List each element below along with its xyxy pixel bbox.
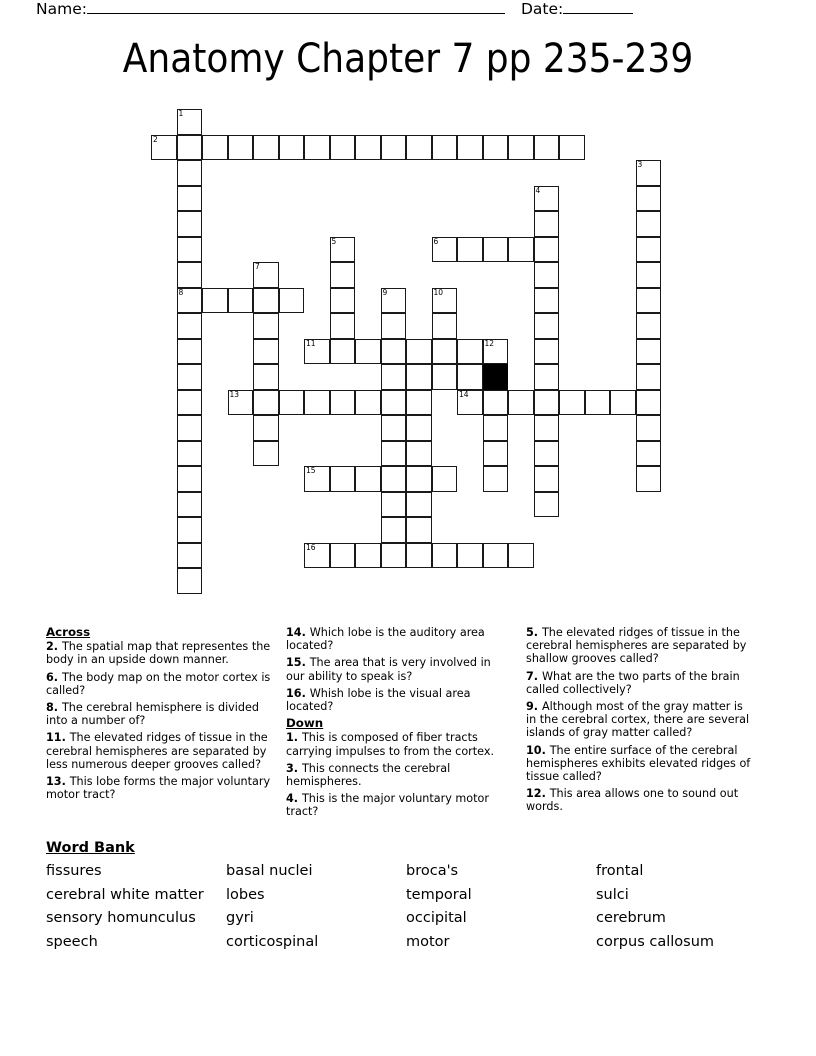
grid-cell[interactable] [457, 237, 483, 263]
clue-down-3 [286, 762, 512, 788]
grid-cell-number: 8 [178, 287, 184, 297]
grid-cell[interactable] [381, 466, 407, 492]
across-heading: Across [46, 625, 91, 639]
word-bank-word: occipital [406, 910, 467, 926]
grid-cell[interactable] [406, 441, 432, 467]
word-bank [46, 840, 770, 950]
grid-cell[interactable] [177, 262, 203, 288]
grid-cell[interactable] [508, 135, 534, 161]
word-bank-word: basal nuclei [226, 863, 313, 879]
clue-number: 2. [46, 640, 62, 654]
grid-cell[interactable] [610, 390, 636, 416]
grid-cell[interactable] [304, 390, 330, 416]
clue-number: 12. [526, 787, 550, 801]
grid-cell[interactable] [381, 415, 407, 441]
grid-cell[interactable] [177, 313, 203, 339]
grid-cell[interactable] [330, 339, 356, 365]
grid-cell[interactable] [483, 466, 509, 492]
grid-cell[interactable] [381, 288, 407, 314]
clue-number: 16. [286, 686, 310, 700]
clue-text: Whish lobe is the visual area located? [286, 686, 471, 714]
grid-cell[interactable] [381, 543, 407, 569]
grid-cell[interactable] [355, 135, 381, 161]
grid-cell[interactable] [253, 415, 279, 441]
grid-cell[interactable] [330, 237, 356, 263]
grid-cell[interactable] [636, 441, 662, 467]
clue-text: What are the two parts of the brain called collectively? [526, 669, 740, 696]
grid-cell[interactable] [534, 415, 560, 441]
grid-cell-number: 7 [255, 262, 260, 271]
grid-cell[interactable] [534, 237, 560, 263]
grid-cell[interactable] [253, 135, 279, 161]
grid-cell[interactable] [534, 211, 560, 237]
clue-across-14 [286, 626, 512, 652]
grid-cell[interactable] [508, 237, 534, 263]
grid-cell[interactable] [177, 135, 203, 161]
grid-cell[interactable] [177, 237, 203, 263]
clue-number: 3. [286, 761, 302, 775]
grid-cell[interactable] [381, 441, 407, 467]
grid-cell[interactable] [432, 339, 458, 365]
clue-number: 5. [526, 626, 542, 639]
grid-cell[interactable] [330, 313, 356, 339]
grid-cell[interactable] [636, 466, 662, 492]
grid-cell[interactable] [483, 237, 509, 263]
grid-cell[interactable] [534, 135, 560, 161]
clue-text: This lobe forms the major voluntary motor tract? [46, 775, 271, 802]
clue-number: 8. [46, 701, 62, 715]
clue-column-3 [526, 626, 766, 826]
grid-cell[interactable] [636, 339, 662, 365]
grid-cell[interactable] [636, 390, 662, 416]
clue-number: 11. [46, 731, 70, 745]
clue-text: This connects the cerebral hemispheres. [286, 761, 451, 789]
word-bank-word: gyri [226, 910, 254, 926]
grid-cell[interactable] [177, 415, 203, 441]
grid-cell[interactable] [177, 109, 203, 135]
grid-cell-number: 6 [433, 236, 439, 246]
name-label: Name: [36, 0, 87, 18]
grid-cell[interactable] [253, 390, 279, 416]
word-bank-word: sensory homunculus [46, 910, 196, 926]
word-bank-word: lobes [226, 886, 265, 903]
grid-cell[interactable] [636, 415, 662, 441]
grid-cell[interactable] [177, 364, 203, 390]
grid-cell[interactable] [534, 186, 560, 212]
grid-cell[interactable] [177, 517, 203, 543]
grid-cell[interactable] [304, 339, 330, 365]
word-bank-word: frontal [596, 863, 644, 879]
grid-cell[interactable] [636, 288, 662, 314]
clue-down-7 [526, 670, 752, 696]
grid-cell[interactable] [636, 364, 662, 390]
clue-text: The elevated ridges of tissue in the cerebral hemispheres are separated by less numerous deeper grooves called? [46, 731, 268, 771]
clue-number: 10. [526, 743, 550, 757]
grid-cell[interactable] [228, 288, 254, 314]
grid-cell[interactable] [202, 135, 228, 161]
grid-cell[interactable] [177, 390, 203, 416]
grid-cell-number: 16 [306, 542, 316, 552]
clue-text: The spatial map that representes the body in an upside down manner. [46, 640, 271, 667]
grid-cell-number: 2 [153, 134, 158, 144]
grid-cell[interactable] [534, 262, 560, 288]
grid-cell-number: 10 [433, 287, 444, 297]
grid-cell[interactable] [432, 466, 458, 492]
grid-cell[interactable] [457, 364, 483, 390]
grid-cell[interactable] [177, 211, 203, 237]
clue-down-10 [526, 744, 752, 784]
grid-cell[interactable] [432, 543, 458, 569]
grid-cell[interactable] [177, 160, 203, 186]
clues-container [46, 626, 770, 826]
clue-across-2 [46, 640, 272, 666]
grid-cell[interactable] [534, 466, 560, 492]
grid-cell[interactable] [534, 288, 560, 314]
grid-cell[interactable] [177, 543, 203, 569]
grid-cell[interactable] [279, 288, 305, 314]
grid-cell[interactable] [406, 390, 432, 416]
grid-cell[interactable] [253, 339, 279, 365]
grid-cell[interactable] [330, 135, 356, 161]
clue-across-11 [46, 731, 272, 771]
grid-cell-number: 5 [331, 236, 337, 246]
clue-down-9 [526, 700, 752, 740]
clue-text: The area that is very involved in our ability to speak is? [286, 656, 491, 683]
clue-across-16 [286, 687, 512, 713]
grid-cell[interactable] [381, 313, 407, 339]
clue-number: 9. [526, 700, 542, 714]
grid-cell[interactable] [406, 517, 432, 543]
grid-cell[interactable] [355, 543, 381, 569]
grid-cell[interactable] [355, 466, 381, 492]
grid-cell[interactable] [636, 186, 662, 212]
grid-cell[interactable] [457, 339, 483, 365]
grid-cell-number: 4 [535, 185, 541, 195]
grid-cell[interactable] [355, 390, 381, 416]
grid-cell[interactable] [483, 135, 509, 161]
grid-cell[interactable] [279, 390, 305, 416]
grid-cell[interactable] [330, 390, 356, 416]
grid-cell[interactable] [355, 339, 381, 365]
grid-cell[interactable] [534, 313, 560, 339]
grid-cell[interactable] [253, 288, 279, 314]
clue-text: Which lobe is the auditory area located? [286, 626, 485, 653]
clue-text: This area allows one to sound out words. [526, 787, 739, 814]
grid-cell[interactable] [432, 288, 458, 314]
clue-number: 14. [286, 626, 310, 639]
clue-text: The entire surface of the cerebral hemispheres exhibits elevated ridges of tissue called? [526, 743, 751, 784]
grid-cell[interactable] [381, 517, 407, 543]
clue-down-12 [526, 787, 752, 813]
grid-cell[interactable] [228, 135, 254, 161]
clue-column-2 [286, 626, 526, 826]
grid-cell[interactable] [534, 339, 560, 365]
grid-cell[interactable] [636, 160, 662, 186]
clue-column-1 [46, 626, 286, 826]
grid-cell[interactable] [406, 492, 432, 518]
grid-cell-number: 1 [178, 109, 184, 118]
clue-text: The body map on the motor cortex is called? [46, 670, 271, 697]
date-label: Date: [520, 0, 564, 18]
grid-cell-number: 12 [484, 338, 495, 348]
grid-cell[interactable] [177, 568, 203, 594]
grid-cell[interactable] [534, 492, 560, 518]
grid-cell[interactable] [253, 313, 279, 339]
grid-cell[interactable] [253, 364, 279, 390]
clue-text: The cerebral hemisphere is divided into a number of? [46, 701, 259, 728]
grid-cell[interactable] [457, 135, 483, 161]
clue-text: The elevated ridges of tissue in the cerebral hemispheres are separated by shallow grooves called? [526, 626, 747, 666]
grid-cell[interactable] [534, 364, 560, 390]
grid-cell[interactable] [406, 135, 432, 161]
word-bank-word: broca's [406, 863, 459, 879]
clue-down-1 [286, 731, 512, 757]
word-bank-word: temporal [406, 886, 472, 903]
grid-cell[interactable] [406, 364, 432, 390]
grid-cell[interactable] [483, 543, 509, 569]
word-bank-word: fissures [46, 863, 102, 879]
grid-cell[interactable] [483, 441, 509, 467]
grid-cell[interactable] [177, 492, 203, 518]
grid-cell[interactable] [406, 339, 432, 365]
grid-cell[interactable] [253, 262, 279, 288]
grid-block-cell [483, 364, 509, 390]
grid-cell[interactable] [406, 415, 432, 441]
grid-cell[interactable] [508, 390, 534, 416]
clue-down-5 [526, 626, 752, 666]
grid-cell[interactable] [432, 313, 458, 339]
grid-cell[interactable] [636, 237, 662, 263]
grid-cell[interactable] [279, 135, 305, 161]
grid-cell[interactable] [406, 466, 432, 492]
grid-cell[interactable] [636, 211, 662, 237]
grid-cell[interactable] [534, 390, 560, 416]
word-bank-word: speech [46, 933, 98, 950]
grid-cell-number: 11 [306, 338, 316, 348]
grid-cell[interactable] [381, 364, 407, 390]
grid-cell[interactable] [508, 543, 534, 569]
grid-cell-number: 14 [459, 389, 469, 399]
grid-cell[interactable] [457, 390, 483, 416]
clue-across-15 [286, 656, 512, 682]
down-heading: Down [286, 716, 324, 731]
word-bank-word: corticospinal [226, 933, 319, 950]
grid-cell[interactable] [177, 466, 203, 492]
grid-cell[interactable] [559, 390, 585, 416]
word-bank-grid [46, 863, 770, 950]
word-bank-word: sulci [596, 886, 629, 903]
grid-cell[interactable] [534, 441, 560, 467]
grid-cell[interactable] [432, 237, 458, 263]
grid-cell[interactable] [381, 492, 407, 518]
grid-cell[interactable] [330, 262, 356, 288]
grid-cell[interactable] [432, 135, 458, 161]
grid-cell[interactable] [381, 390, 407, 416]
grid-cell[interactable] [483, 339, 509, 365]
grid-cell[interactable] [253, 441, 279, 467]
clue-text: Although most of the gray matter is in the cerebral cortex, there are several islands of gray matter called? [526, 700, 750, 740]
clue-across-6 [46, 671, 272, 697]
grid-cell[interactable] [304, 466, 330, 492]
word-bank-word: corpus callosum [596, 933, 715, 950]
clue-number: 15. [286, 656, 310, 670]
grid-cell[interactable] [228, 390, 254, 416]
grid-cell[interactable] [304, 543, 330, 569]
grid-cell[interactable] [406, 543, 432, 569]
clue-number: 13. [46, 775, 70, 789]
grid-cell[interactable] [304, 135, 330, 161]
word-bank-word: cerebral white matter [46, 886, 204, 903]
grid-cell[interactable] [483, 390, 509, 416]
clue-number: 4. [286, 792, 302, 806]
grid-cell[interactable] [636, 262, 662, 288]
grid-cell-number: 15 [306, 466, 316, 475]
clue-text: This is the major voluntary motor tract? [286, 792, 489, 819]
clue-number: 6. [46, 670, 62, 684]
page-title: Anatomy Chapter 7 pp 235-239 [122, 36, 694, 82]
grid-cell[interactable] [151, 135, 177, 161]
word-bank-word: cerebrum [596, 910, 666, 926]
grid-cell[interactable] [330, 543, 356, 569]
clue-number: 1. [286, 731, 302, 745]
grid-cell[interactable] [585, 390, 611, 416]
grid-cell[interactable] [177, 339, 203, 365]
grid-cell-number: 3 [637, 160, 643, 169]
word-bank-heading: Word Bank [46, 840, 135, 856]
grid-cell[interactable] [330, 288, 356, 314]
grid-cell[interactable] [381, 135, 407, 161]
grid-cell[interactable] [432, 364, 458, 390]
clue-down-4 [286, 792, 512, 818]
clue-text: This is composed of fiber tracts carrying impulses to from the cortex. [286, 731, 495, 758]
grid-cell[interactable] [483, 415, 509, 441]
grid-cell[interactable] [636, 313, 662, 339]
grid-cell[interactable] [202, 288, 228, 314]
grid-cell[interactable] [177, 441, 203, 467]
grid-cell[interactable] [381, 339, 407, 365]
grid-cell[interactable] [457, 543, 483, 569]
grid-cell[interactable] [559, 135, 585, 161]
grid-cell-number: 13 [229, 389, 240, 399]
clue-number: 7. [526, 669, 542, 683]
grid-cell[interactable] [330, 466, 356, 492]
clue-across-13 [46, 775, 272, 801]
word-bank-word: motor [406, 933, 450, 950]
grid-cell-number: 9 [382, 287, 388, 297]
grid-cell[interactable] [177, 186, 203, 212]
grid-cell[interactable] [177, 288, 203, 314]
clue-across-8 [46, 701, 272, 727]
